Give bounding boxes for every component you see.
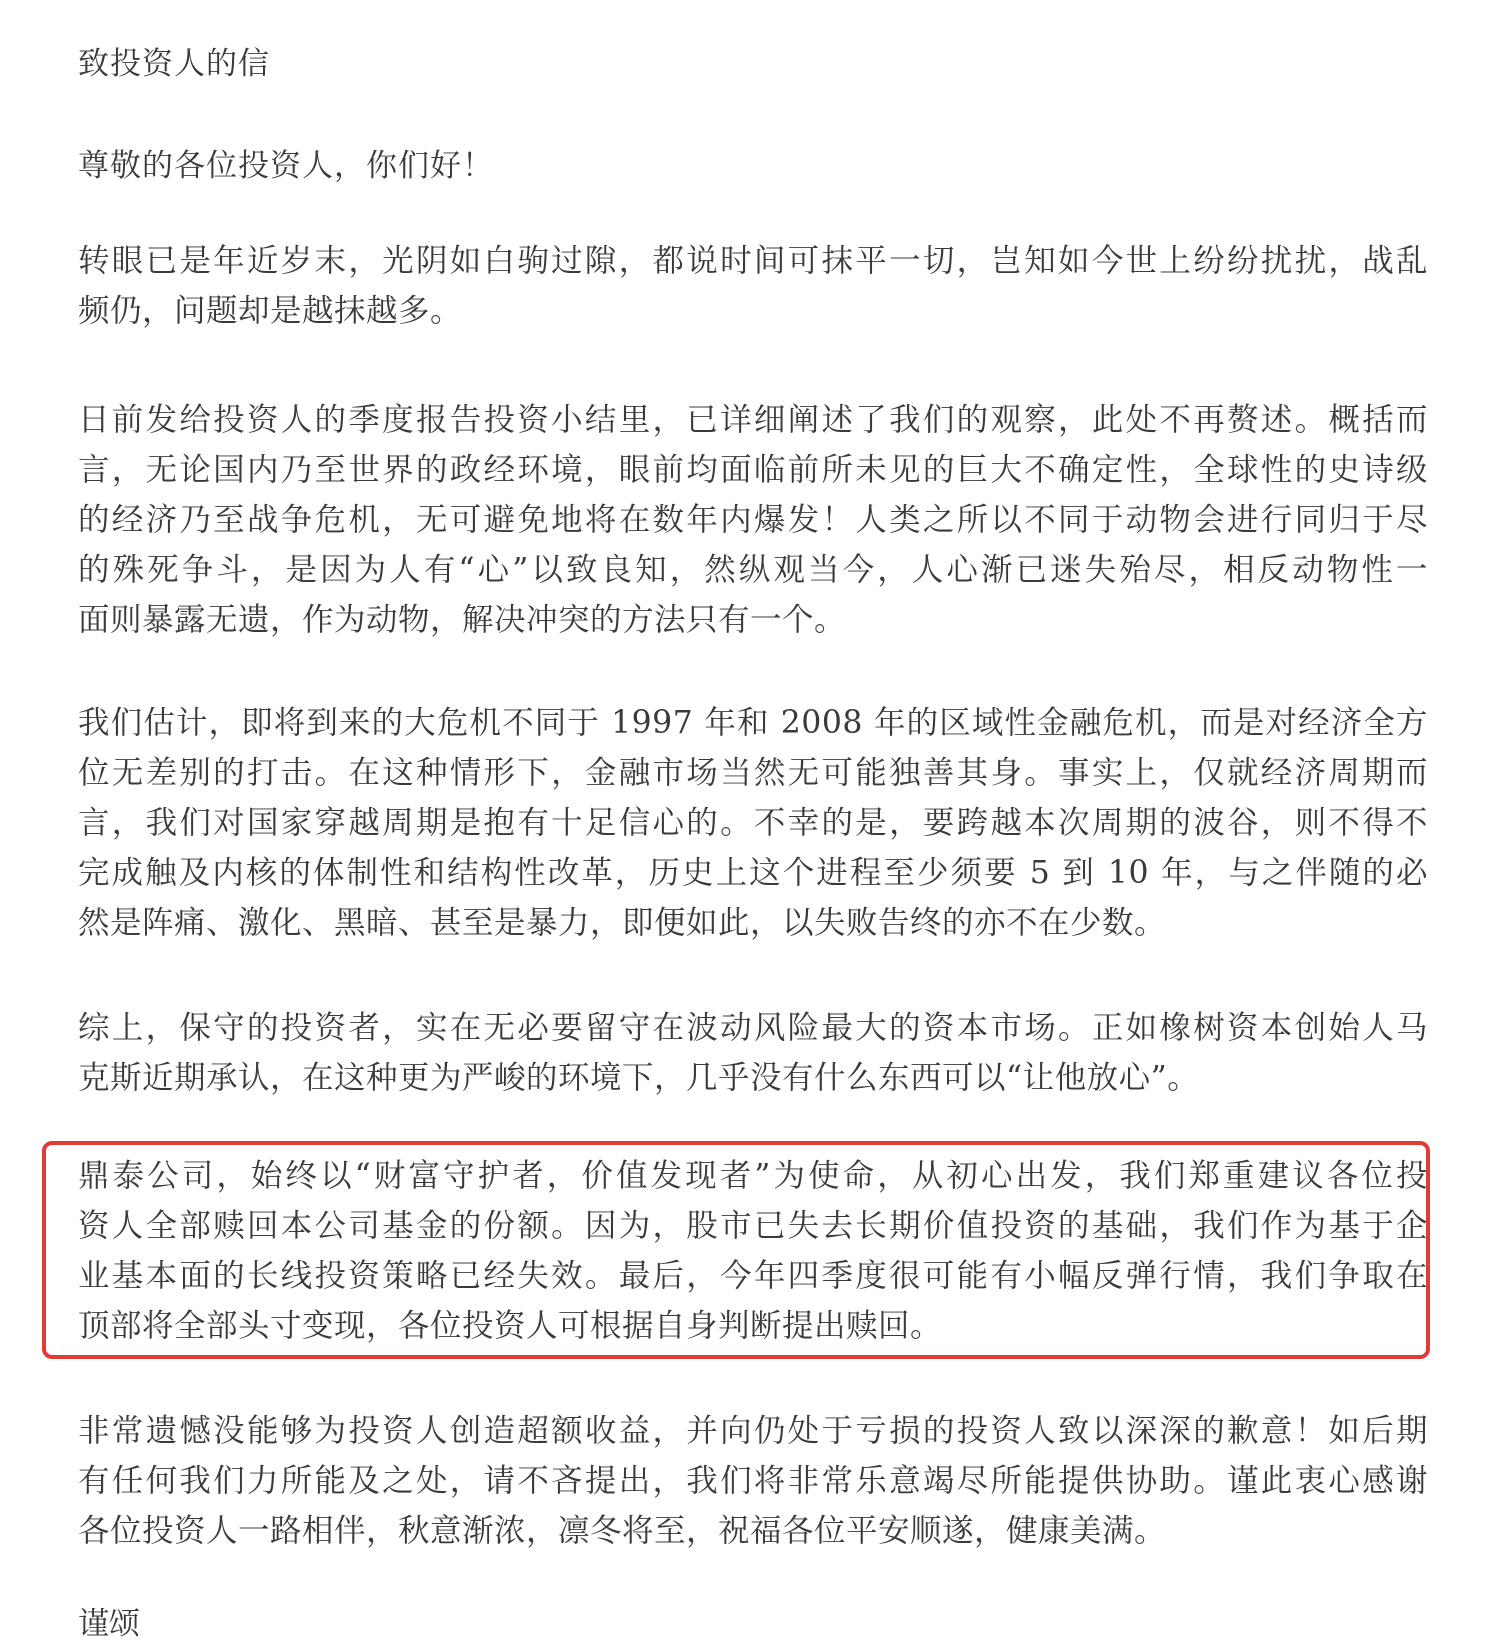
paragraph-line: 频仍，问题却是越抹越多。 [78, 293, 463, 329]
paragraph-line: 克斯近期承认，在这种更为严峻的环境下，几乎没有什么东西可以“让他放心”。 [78, 1060, 1200, 1096]
paragraph-line: 的经济乃至战争危机，无可避免地将在数年内爆发！人类之所以不同于动物会进行同归于尽 [78, 502, 1428, 538]
paragraph-line: 面则暴露无遗，作为动物，解决冲突的方法只有一个。 [78, 602, 847, 638]
paragraph-line: 完成触及内核的体制性和结构性改革，历史上这个进程至少须要 5 到 10 年，与之伴随的必 [78, 855, 1428, 891]
paragraph-3 [78, 698, 1428, 948]
paragraph-line: 各位投资人一路相伴，秋意渐浓，凛冬将至，祝福各位平安顺遂，健康美满。 [78, 1513, 1167, 1549]
paragraph-line: 有任何我们力所能及之处，请不吝提出，我们将非常乐意竭尽所能提供协助。谨此衷心感谢 [78, 1463, 1428, 1499]
paragraph-line: 非常遗憾没能够为投资人创造超额收益，并向仍处于亏损的投资人致以深深的歉意！如后期 [78, 1413, 1428, 1449]
paragraph-line: 位无差别的打击。在这种情形下，金融市场当然无可能独善其身。事实上，仅就经济周期而 [78, 755, 1428, 791]
letter-signoff: 谨颂 [78, 1606, 140, 1642]
paragraph-6 [78, 1406, 1428, 1556]
paragraph-line: 业基本面的长线投资策略已经失效。最后，今年四季度很可能有小幅反弹行情，我们争取在 [78, 1258, 1428, 1294]
paragraph-line: 鼎泰公司，始终以“财富守护者，价值发现者”为使命，从初心出发，我们郑重建议各位投 [78, 1158, 1428, 1194]
paragraph-line: 我们估计，即将到来的大危机不同于 1997 年和 2008 年的区域性金融危机，而是对经济全方 [78, 705, 1428, 741]
paragraph-line: 的殊死争斗，是因为人有“心”以致良知，然纵观当今，人心渐已迷失殆尽，相反动物性一 [78, 552, 1428, 588]
paragraph-line: 资人全部赎回本公司基金的份额。因为，股市已失去长期价值投资的基础，我们作为基于企 [78, 1208, 1428, 1244]
paragraph-line: 日前发给投资人的季度报告投资小结里，已详细阐述了我们的观察，此处不再赘述。概括而 [78, 402, 1428, 438]
paragraph-line: 言，我们对国家穿越周期是抱有十足信心的。不幸的是，要跨越本次周期的波谷，则不得不 [78, 805, 1428, 841]
letter-title: 致投资人的信 [78, 46, 270, 82]
paragraph-line: 综上，保守的投资者，实在无必要留守在波动风险最大的资本市场。正如橡树资本创始人马 [78, 1010, 1428, 1046]
paragraph-line: 顶部将全部头寸变现，各位投资人可根据自身判断提出赎回。 [78, 1308, 943, 1344]
paragraph-line: 言，无论国内乃至世界的政经环境，眼前均面临前所未见的巨大不确定性，全球性的史诗级 [78, 452, 1428, 488]
paragraph-line: 转眼已是年近岁末，光阴如白驹过隙，都说时间可抹平一切，岂知如今世上纷纷扰扰，战乱 [78, 243, 1428, 279]
paragraph-2 [78, 395, 1428, 645]
red-highlight-box [42, 1141, 1430, 1359]
letter-greeting: 尊敬的各位投资人，你们好！ [78, 148, 494, 184]
paragraph-4 [78, 1003, 1428, 1103]
paragraph-1 [78, 236, 1428, 336]
paragraph-line: 然是阵痛、激化、黑暗、甚至是暴力，即便如此，以失败告终的亦不在少数。 [78, 905, 1167, 941]
